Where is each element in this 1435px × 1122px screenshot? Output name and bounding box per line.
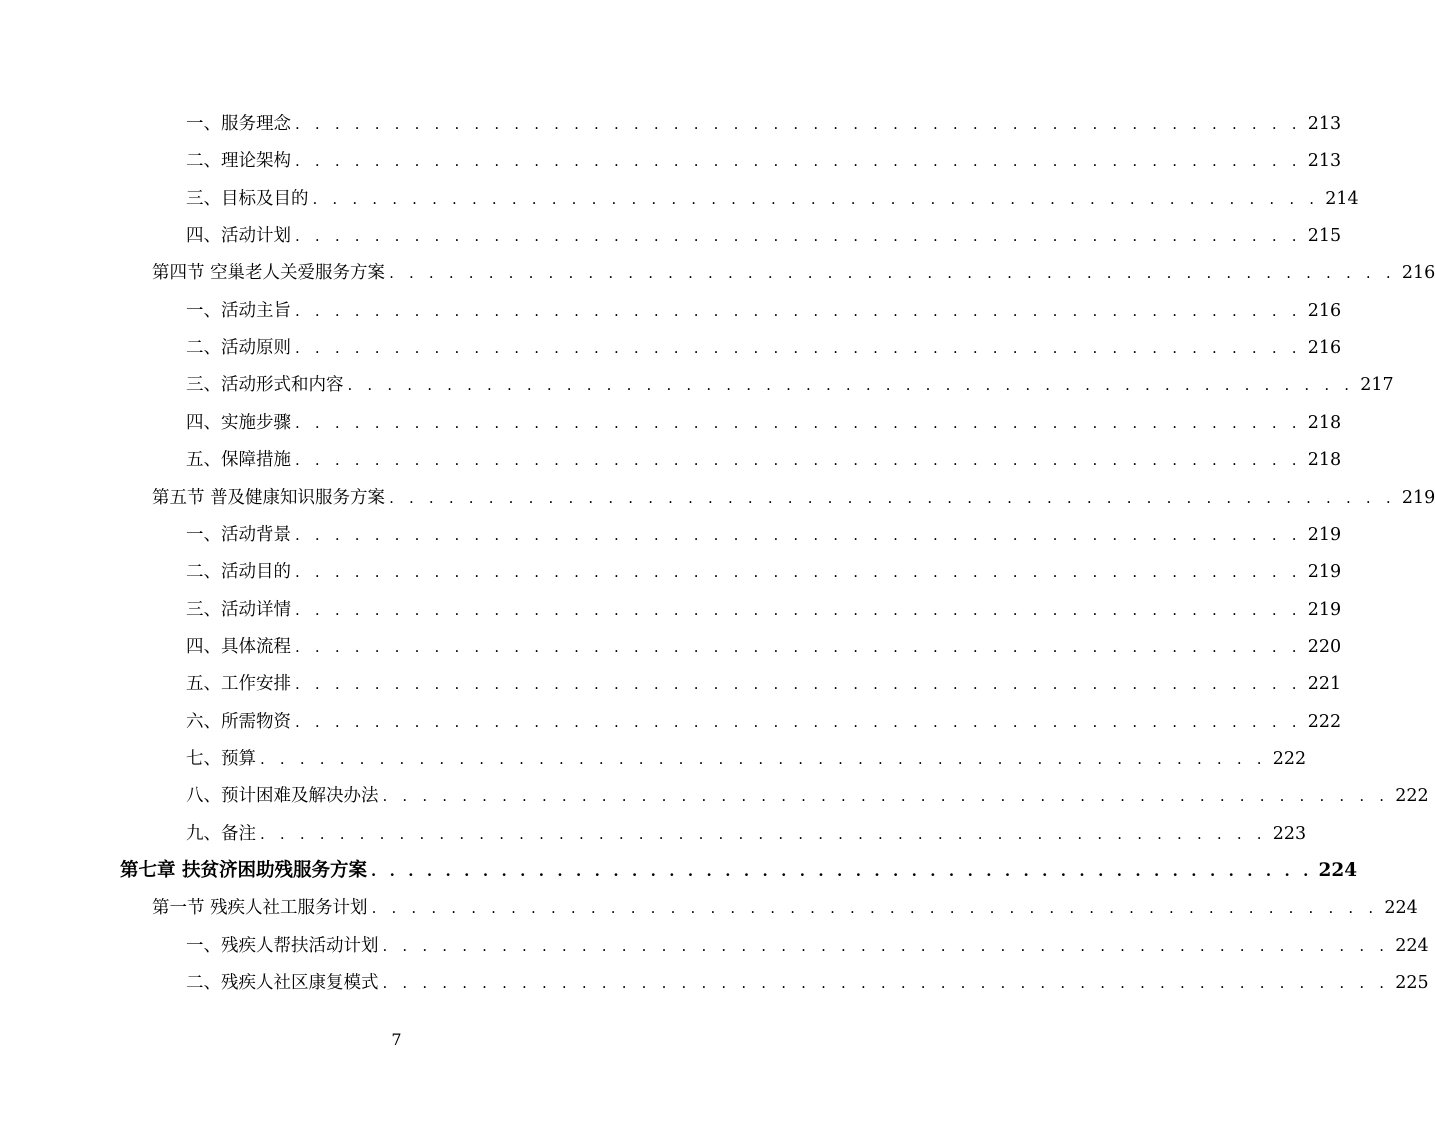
toc-entry-page: 213	[1307, 114, 1342, 134]
toc-entry-title: 四、活动计划	[186, 226, 291, 247]
toc-entry-page: 216	[1401, 263, 1435, 284]
dot-leader: . . . . . . . . . . . . . . . . . . . . . . . . . . . . . . . . . . . . . . . . . . . . . . . . . . .	[347, 376, 1355, 395]
dot-leader: . . . . . . . . . . . . . . . . . . . . . . . . . . . . . . . . . . . . . . . . . . . . . . . . . . .	[295, 525, 1302, 544]
dot-leader: . . . . . . . . . . . . . . . . . . . . . . . . . . . . . . . . . . . . . . . . . . . . . . . . . . .	[260, 824, 1267, 843]
toc-entry-section[interactable]	[152, 255, 1435, 285]
dot-leader: . . . . . . . . . . . . . . . . . . . . . . . . . . . . . . . . . . . . . . . . . . . . . . . . . . .	[382, 787, 1390, 806]
toc-entry-item[interactable]	[186, 554, 1342, 584]
dot-leader: . . . . . . . . . . . . . . . . . . . . . . . . . . . . . . . . . . . . . . . . . . . . . . . . . . .	[382, 936, 1390, 955]
toc-entry-page: 218	[1307, 450, 1342, 471]
toc-entry-title: 二、残疾人社区康复模式	[186, 973, 379, 994]
toc-entry-page: 219	[1307, 599, 1342, 620]
toc-entry-page: 223	[1272, 823, 1307, 844]
toc-entry-item[interactable]	[186, 965, 1429, 995]
dot-leader: . . . . . . . . . . . . . . . . . . . . . . . . . . . . . . . . . . . . . . . . . . . . . . . . . . .	[312, 189, 1320, 208]
toc-entry-item[interactable]	[186, 629, 1342, 659]
toc-entry-title: 二、活动原则	[186, 338, 291, 359]
toc-entry-page: 219	[1307, 562, 1342, 583]
toc-entry-chapter[interactable]	[120, 853, 1358, 883]
dot-leader: . . . . . . . . . . . . . . . . . . . . . . . . . . . . . . . . . . . . . . . . . . . . . . . . . . .	[295, 637, 1302, 656]
dot-leader: . . . . . . . . . . . . . . . . . . . . . . . . . . . . . . . . . . . . . . . . . . . . . . . . . . .	[382, 974, 1390, 993]
toc-entry-title: 三、目标及目的	[186, 188, 309, 209]
toc-entry-item[interactable]	[186, 405, 1342, 435]
toc-entry-item[interactable]	[186, 330, 1342, 360]
toc-entry-page: 222	[1395, 786, 1429, 807]
dot-leader: . . . . . . . . . . . . . . . . . . . . . . . . . . . . . . . . . . . . . . . . . . . . . . . . . . .	[295, 563, 1302, 582]
toc-entry-title: 五、保障措施	[186, 450, 291, 471]
dot-leader: . . . . . . . . . . . . . . . . . . . . . . . . . . . . . . . . . . . . . . . . . . . . . . . . . . .	[295, 413, 1302, 432]
toc-entry-page: 224	[1318, 860, 1358, 881]
toc-entry-title: 四、具体流程	[186, 636, 291, 657]
toc-entry-item[interactable]	[186, 592, 1342, 622]
dot-leader: . . . . . . . . . . . . . . . . . . . . . . . . . . . . . . . . . . . . . . . . . . . . . . . . . . .	[260, 749, 1267, 768]
toc-entry-section[interactable]	[152, 480, 1435, 510]
toc-entry-page: 214	[1325, 188, 1359, 209]
dot-leader: . . . . . . . . . . . . . . . . . . . . . . . . . . . . . . . . . . . . . . . . . . . . . . . . . . .	[295, 115, 1302, 133]
toc-entry-page: 222	[1272, 748, 1307, 769]
toc-entry-title: 七、预算	[186, 748, 256, 769]
toc-entry-title: 第五节 普及健康知识服务方案	[152, 487, 386, 508]
toc-entry-title: 一、活动主旨	[186, 300, 291, 321]
toc-entry-item[interactable]	[186, 442, 1342, 472]
dot-leader: . . . . . . . . . . . . . . . . . . . . . . . . . . . . . . . . . . . . . . . . . . . . . . . . . . .	[295, 339, 1302, 358]
toc-entry-item[interactable]	[186, 816, 1307, 846]
toc-entry-item[interactable]	[186, 704, 1342, 734]
toc-entry-page: 217	[1360, 375, 1394, 396]
toc-entry-item[interactable]	[186, 106, 1342, 136]
toc-entry-title: 三、活动详情	[186, 599, 291, 620]
toc-entry-item[interactable]	[186, 367, 1394, 397]
toc-entry-title: 第一节 残疾人社工服务计划	[152, 898, 368, 919]
toc-entry-title: 二、理论架构	[186, 151, 291, 172]
page-number: 7	[391, 1030, 402, 1049]
toc-entry-page: 216	[1307, 338, 1342, 359]
dot-leader: . . . . . . . . . . . . . . . . . . . . . . . . . . . . . . . . . . . . . . . . . . . . . . . . . . .	[295, 301, 1302, 320]
dot-leader: . . . . . . . . . . . . . . . . . . . . . . . . . . . . . . . . . . . . . . . . . . . . . . . . . . .	[295, 451, 1302, 470]
toc-entry-item[interactable]	[186, 666, 1342, 696]
dot-leader: . . . . . . . . . . . . . . . . . . . . . . . . . . . . . . . . . . . . . . . . . . . . . . . . . . .	[389, 264, 1396, 283]
toc-entry-page: 225	[1395, 973, 1429, 994]
toc-entry-item[interactable]	[186, 143, 1342, 173]
toc-entry-page: 224	[1395, 935, 1429, 956]
toc-entry-item[interactable]	[186, 181, 1359, 211]
toc-entry-title: 四、实施步骤	[186, 412, 291, 433]
toc-entry-page: 215	[1307, 226, 1342, 247]
toc-entry-page: 220	[1307, 636, 1342, 657]
toc-entry-page: 218	[1307, 412, 1342, 433]
toc-entry-page: 222	[1307, 711, 1342, 732]
toc-entry-title: 三、活动形式和内容	[186, 375, 344, 396]
dot-leader: . . . . . . . . . . . . . . . . . . . . . . . . . . . . . . . . . . . . . . . . . . . . . . . . . . .	[295, 600, 1302, 619]
toc-entry-section[interactable]	[152, 890, 1418, 920]
toc-entry-item[interactable]	[186, 928, 1429, 958]
toc-entry-item[interactable]	[186, 218, 1342, 248]
toc-entry-item[interactable]	[186, 778, 1429, 808]
toc-entry-title: 一、残疾人帮扶活动计划	[186, 935, 379, 956]
toc-entry-page: 213	[1307, 151, 1342, 172]
toc-entry-title: 第四节 空巢老人关爱服务方案	[152, 263, 386, 284]
dot-leader: . . . . . . . . . . . . . . . . . . . . . . . . . . . . . . . . . . . . . . . . . . . . . . . . . . .	[389, 488, 1396, 507]
toc-entry-title: 一、服务理念	[186, 114, 291, 134]
toc-entry-item[interactable]	[186, 293, 1342, 323]
toc-entry-title: 九、备注	[186, 823, 256, 844]
dot-leader: . . . . . . . . . . . . . . . . . . . . . . . . . . . . . . . . . . . . . . . . . . . . . . . . . . .	[295, 712, 1302, 731]
toc-entry-item[interactable]	[186, 517, 1342, 547]
dot-leader: . . . . . . . . . . . . . . . . . . . . . . . . . . . . . . . . . . . . . . . . . . . . . . . . . . .	[295, 152, 1302, 171]
dot-leader: . . . . . . . . . . . . . . . . . . . . . . . . . . . . . . . . . . . . . . . . . . . . . . . . . . .	[295, 675, 1302, 694]
toc-entry-title: 五、工作安排	[186, 674, 291, 695]
toc-entry-title: 八、预计困难及解决办法	[186, 786, 379, 807]
toc-entry-page: 224	[1384, 898, 1418, 919]
toc-entry-item[interactable]	[186, 741, 1307, 771]
toc-entry-title: 一、活动背景	[186, 524, 291, 545]
toc-entry-page: 221	[1307, 674, 1342, 695]
toc-entry-title: 二、活动目的	[186, 562, 291, 583]
dot-leader: . . . . . . . . . . . . . . . . . . . . . . . . . . . . . . . . . . . . . . . . . . . . . . . . . . .	[370, 862, 1313, 880]
toc-entry-title: 六、所需物资	[186, 711, 291, 732]
dot-leader: . . . . . . . . . . . . . . . . . . . . . . . . . . . . . . . . . . . . . . . . . . . . . . . . . . .	[295, 227, 1302, 246]
toc-entry-page: 219	[1307, 524, 1342, 545]
toc-entry-page: 216	[1307, 300, 1342, 321]
dot-leader: . . . . . . . . . . . . . . . . . . . . . . . . . . . . . . . . . . . . . . . . . . . . . . . . . . .	[371, 899, 1379, 918]
toc-entry-page: 219	[1401, 487, 1435, 508]
toc-entry-title: 第七章 扶贫济困助残服务方案	[120, 860, 367, 881]
